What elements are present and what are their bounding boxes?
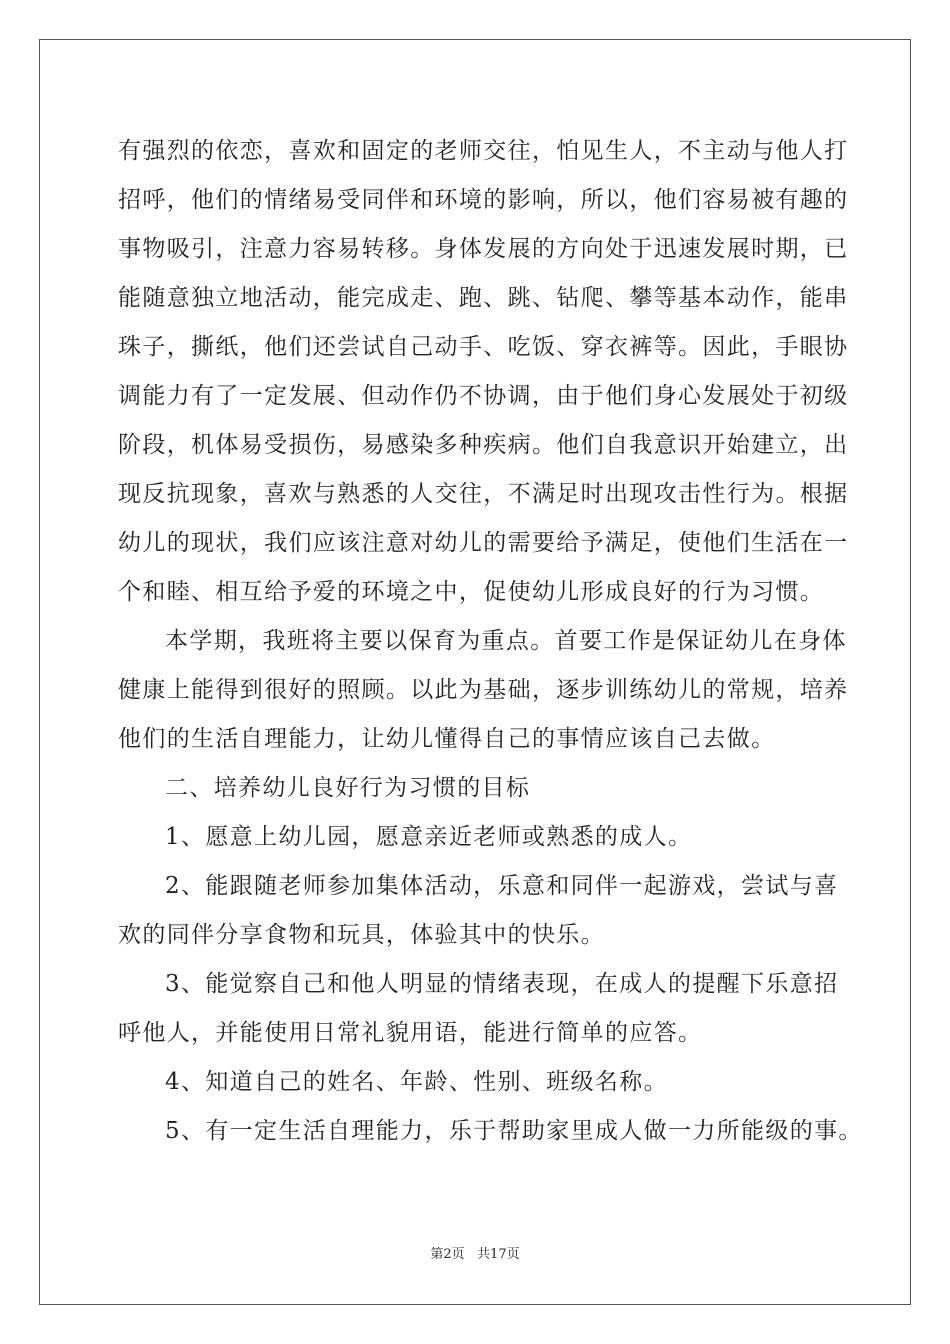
text-line: 健康上能得到很好的照顾。以此为基础，逐步训练幼儿的常规，培养 bbox=[118, 677, 849, 703]
text-line: 有强烈的依恋，喜欢和固定的老师交往，怕见生人，不主动与他人打 bbox=[118, 138, 849, 164]
page-number-footer: 第2页 共17页 bbox=[430, 1247, 520, 1262]
text-line: 他们的生活自理能力，让幼儿懂得自己的事情应该自己去做。 bbox=[118, 726, 776, 752]
section-heading: 二、培养幼儿良好行为习惯的目标 bbox=[165, 775, 531, 801]
text-line: 幼儿的现状，我们应该注意对幼儿的需要给予满足，使他们生活在一 bbox=[118, 530, 849, 556]
paragraph-first-line: 本学期，我班将主要以保育为重点。首要工作是保证幼儿在身体 bbox=[165, 628, 847, 654]
text-line: 呼他人，并能使用日常礼貌用语，能进行简单的应答。 bbox=[118, 1020, 703, 1046]
list-item: 1、愿意上幼儿园，愿意亲近老师或熟悉的成人。 bbox=[165, 824, 693, 850]
list-item: 3、能觉察自己和他人明显的情绪表现，在成人的提醒下乐意招 bbox=[165, 971, 839, 997]
text-line: 阶段，机体易受损伤，易感染多种疾病。他们自我意识开始建立，出 bbox=[118, 432, 849, 458]
text-line: 现反抗现象，喜欢与熟悉的人交往，不满足时出现攻击性行为。根据 bbox=[118, 481, 849, 507]
text-line: 事物吸引，注意力容易转移。身体发展的方向处于迅速发展时期，已 bbox=[118, 236, 849, 262]
text-line: 个和睦、相互给予爱的环境之中，促使幼儿形成良好的行为习惯。 bbox=[118, 579, 825, 605]
text-line: 能随意独立地活动，能完成走、跑、跳、钻爬、攀等基本动作，能串 bbox=[118, 285, 849, 311]
list-item: 2、能跟随老师参加集体活动，乐意和同伴一起游戏，尝试与喜 bbox=[165, 873, 839, 899]
text-line: 欢的同伴分享食物和玩具，体验其中的快乐。 bbox=[118, 922, 605, 948]
text-line: 调能力有了一定发展、但动作仍不协调，由于他们身心发展处于初级 bbox=[118, 383, 849, 409]
text-line: 招呼，他们的情绪易受同伴和环境的影响，所以，他们容易被有趣的 bbox=[118, 187, 849, 213]
list-item: 5、有一定生活自理能力，乐于帮助家里成人做一力所能级的事。 bbox=[165, 1118, 863, 1144]
list-item: 4、知道自己的姓名、年龄、性别、班级名称。 bbox=[165, 1069, 668, 1095]
text-line: 珠子，撕纸，他们还尝试自己动手、吃饭、穿衣裤等。因此，手眼协 bbox=[118, 334, 849, 360]
